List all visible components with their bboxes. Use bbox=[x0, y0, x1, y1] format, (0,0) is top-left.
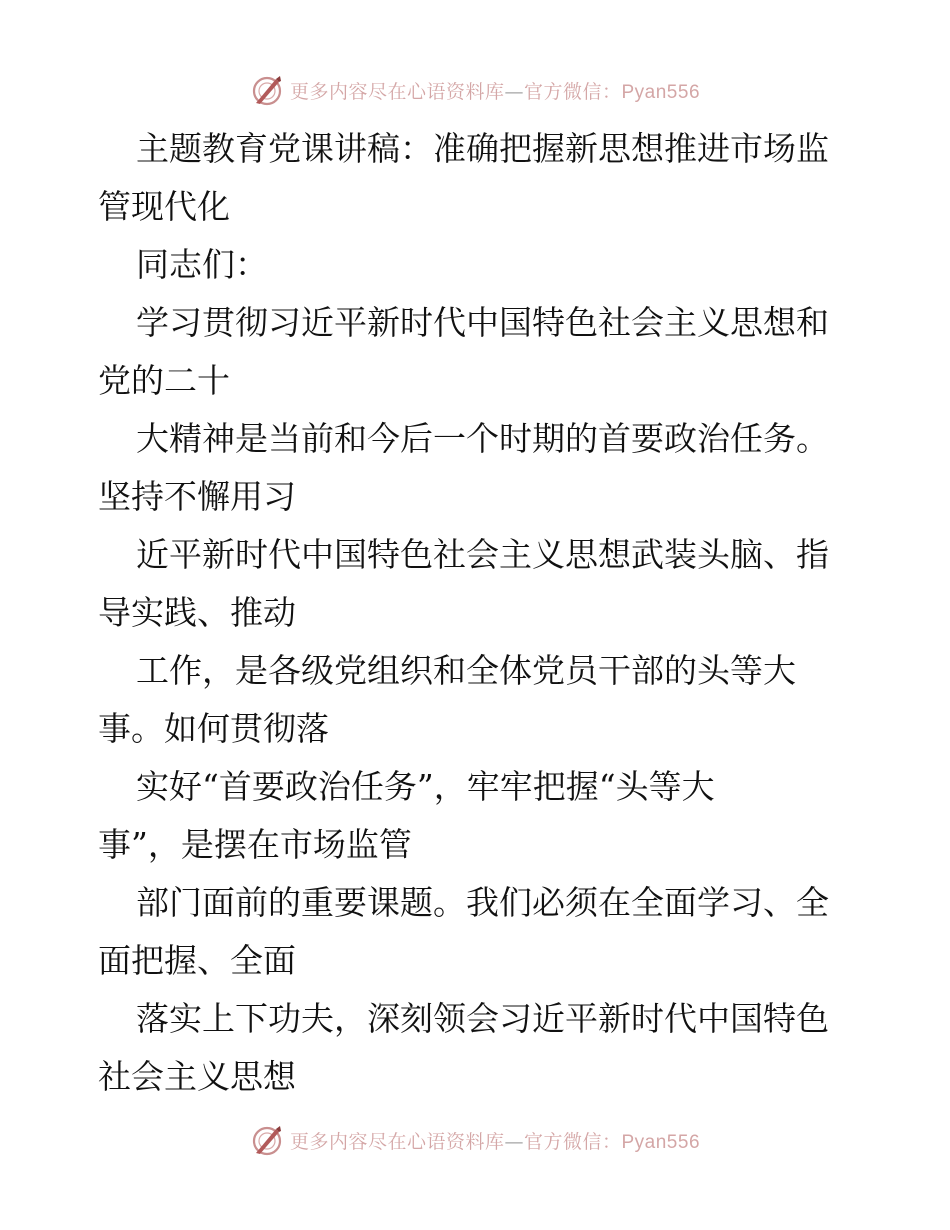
text-line: 事”，是摆在市场监管 bbox=[98, 825, 412, 864]
quill-pen-circle-icon bbox=[250, 73, 284, 107]
document-title-line-2: 管现代化 bbox=[98, 187, 230, 226]
banner-text bbox=[290, 1127, 700, 1154]
text-line: 工作，是各级党组织和全体党员干部的头等大 bbox=[136, 651, 796, 690]
text-line: 事。如何贯彻落 bbox=[98, 709, 329, 748]
text-line: 导实践、推动 bbox=[98, 593, 296, 632]
salutation: 同志们： bbox=[136, 245, 268, 284]
footer-banner bbox=[0, 1120, 950, 1160]
wechat-id: 官方微信：Pyan556 bbox=[524, 81, 701, 103]
text-line: 实好“首要政治任务”，牢牢把握“头等大 bbox=[136, 767, 715, 806]
wechat-id: 官方微信：Pyan556 bbox=[524, 1131, 701, 1153]
document-title-line-1: 主题教育党课讲稿：准确把握新思想推进市场监 bbox=[136, 129, 829, 168]
text-line: 党的二十 bbox=[98, 361, 230, 400]
banner-text bbox=[290, 77, 700, 104]
document-body bbox=[98, 120, 858, 1106]
text-line: 学习贯彻习近平新时代中国特色社会主义思想和 bbox=[136, 303, 829, 342]
banner-separator: — bbox=[504, 80, 524, 103]
quill-pen-circle-icon bbox=[250, 1123, 284, 1157]
text-line: 部门面前的重要课题。我们必须在全面学习、全 bbox=[136, 883, 829, 922]
text-line: 社会主义思想 bbox=[98, 1057, 296, 1096]
site-name: 更多内容尽在心语资料库 bbox=[289, 1130, 505, 1153]
header-banner bbox=[0, 70, 950, 110]
site-name: 更多内容尽在心语资料库 bbox=[289, 80, 505, 103]
text-line: 坚持不懈用习 bbox=[98, 477, 296, 516]
banner-separator: — bbox=[504, 1130, 524, 1153]
text-line: 近平新时代中国特色社会主义思想武装头脑、指 bbox=[136, 535, 829, 574]
text-line: 面把握、全面 bbox=[98, 941, 296, 980]
text-line: 落实上下功夫，深刻领会习近平新时代中国特色 bbox=[136, 999, 829, 1038]
text-line: 大精神是当前和今后一个时期的首要政治任务。 bbox=[136, 419, 829, 458]
